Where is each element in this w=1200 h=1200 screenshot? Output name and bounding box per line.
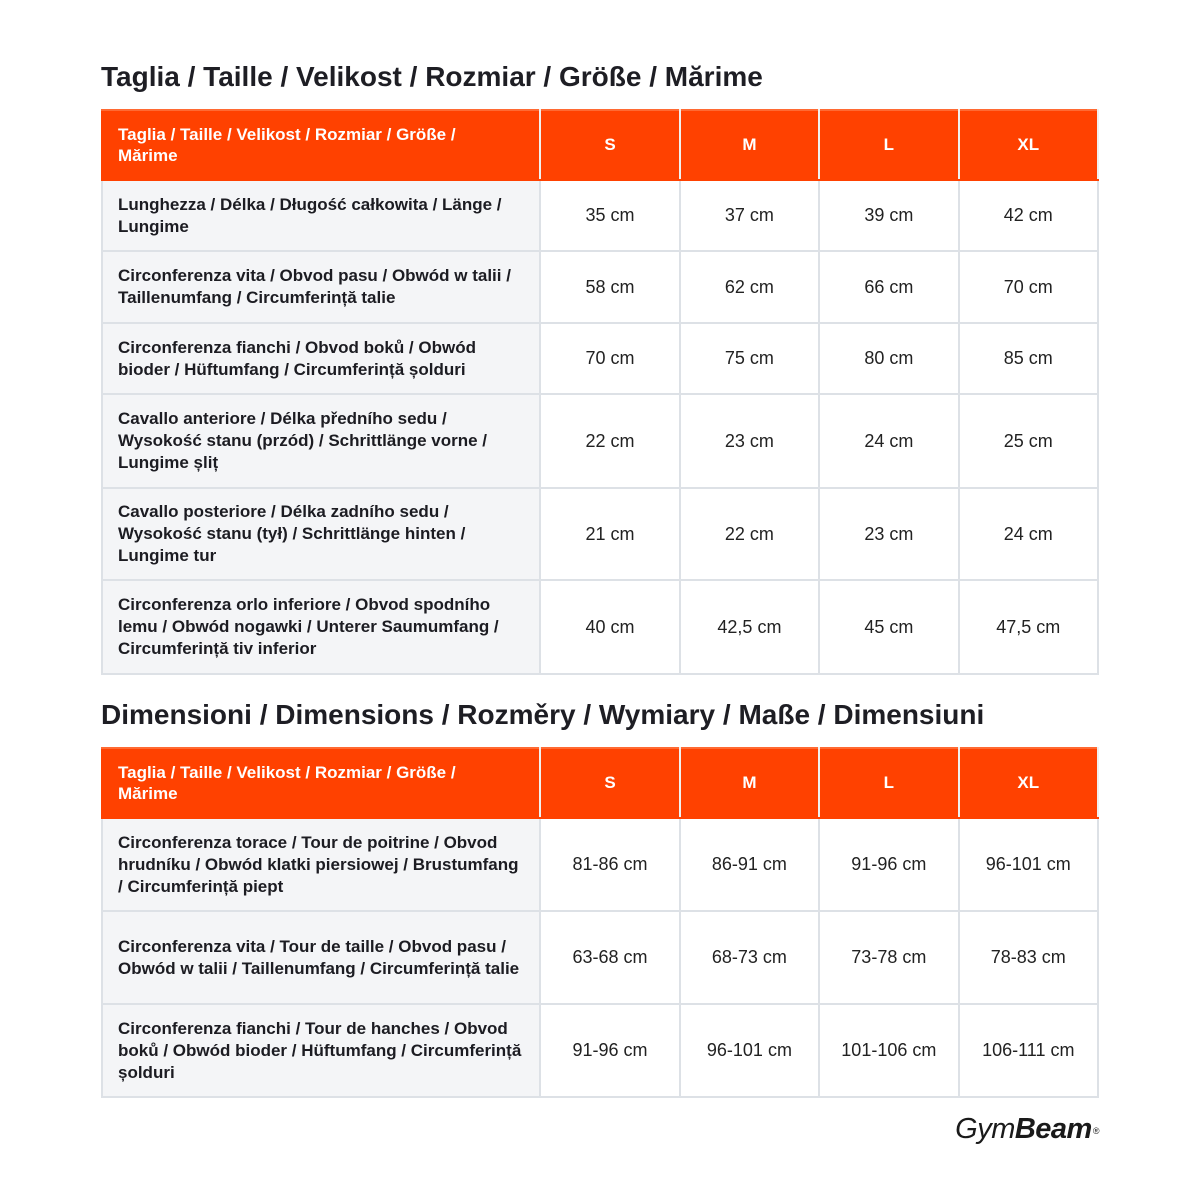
value-cell: 24 cm — [959, 488, 1098, 580]
header-cell-m: M — [680, 110, 819, 180]
value-cell: 91-96 cm — [819, 818, 958, 911]
registered-mark: ® — [1092, 1126, 1099, 1136]
header-cell-xl: XL — [959, 748, 1098, 818]
table-row — [102, 180, 1098, 251]
logo-beam-text: Beam — [1014, 1113, 1092, 1145]
dimensions-table-title: Dimensioni / Dimensions / Rozměry / Wymiary / Maße / Dimensiuni — [101, 699, 985, 730]
row-label: Cavallo posteriore / Délka zadního sedu / Wysokość stanu (tył) / Schrittlänge hinten / Lungime tur — [102, 488, 540, 580]
value-cell: 85 cm — [959, 323, 1098, 394]
value-cell: 70 cm — [540, 323, 679, 394]
logo-gym-text: Gym — [955, 1113, 1015, 1145]
header-cell-s: S — [540, 110, 679, 180]
size-table-title: Taglia / Taille / Velikost / Rozmiar / Größe / Mărime — [101, 61, 763, 92]
table-row — [102, 580, 1098, 674]
header-cell-s: S — [540, 748, 679, 818]
value-cell: 80 cm — [819, 323, 958, 394]
value-cell: 86-91 cm — [680, 818, 819, 911]
value-cell: 96-101 cm — [680, 1004, 819, 1097]
header-cell-size-label: Taglia / Taille / Velikost / Rozmiar / Größe / Mărime — [102, 110, 540, 180]
product-size-table — [101, 109, 1099, 675]
row-label: Cavallo anteriore / Délka předního sedu / Wysokość stanu (przód) / Schrittlänge vorne / Lungime șliț — [102, 394, 540, 488]
row-label: Circonferenza vita / Obvod pasu / Obwód w talii / Taillenumfang / Circumferință talie — [102, 251, 540, 323]
value-cell: 40 cm — [540, 580, 679, 674]
value-cell: 73-78 cm — [819, 911, 958, 1004]
value-cell: 22 cm — [680, 488, 819, 580]
header-cell-size-label: Taglia / Taille / Velikost / Rozmiar / Größe / Mărime — [102, 748, 540, 818]
value-cell: 58 cm — [540, 251, 679, 323]
value-cell: 78-83 cm — [959, 911, 1098, 1004]
table-header-row — [102, 748, 1098, 818]
row-label: Circonferenza orlo inferiore / Obvod spodního lemu / Obwód nogawki / Unterer Saumumfang / Circumferință tiv inferior — [102, 580, 540, 674]
value-cell: 23 cm — [680, 394, 819, 488]
value-cell: 62 cm — [680, 251, 819, 323]
value-cell: 22 cm — [540, 394, 679, 488]
value-cell: 63-68 cm — [540, 911, 679, 1004]
value-cell: 101-106 cm — [819, 1004, 958, 1097]
value-cell: 96-101 cm — [959, 818, 1098, 911]
value-cell: 81-86 cm — [540, 818, 679, 911]
table-row — [102, 1004, 1098, 1097]
table-row — [102, 251, 1098, 323]
value-cell: 25 cm — [959, 394, 1098, 488]
value-cell: 68-73 cm — [680, 911, 819, 1004]
header-cell-m: M — [680, 748, 819, 818]
value-cell: 47,5 cm — [959, 580, 1098, 674]
row-label: Circonferenza vita / Tour de taille / Obvod pasu / Obwód w talii / Taillenumfang / Circumferință talie — [102, 911, 540, 1004]
value-cell: 91-96 cm — [540, 1004, 679, 1097]
header-cell-l: L — [819, 748, 958, 818]
value-cell: 21 cm — [540, 488, 679, 580]
value-cell: 35 cm — [540, 180, 679, 251]
table-row — [102, 818, 1098, 911]
row-label: Circonferenza fianchi / Obvod boků / Obwód bioder / Hüftumfang / Circumferință șolduri — [102, 323, 540, 394]
header-cell-xl: XL — [959, 110, 1098, 180]
value-cell: 45 cm — [819, 580, 958, 674]
table-header-row — [102, 110, 1098, 180]
table-row — [102, 323, 1098, 394]
value-cell: 37 cm — [680, 180, 819, 251]
body-dimensions-table — [101, 747, 1099, 1098]
row-label: Lunghezza / Délka / Długość całkowita / Länge / Lungime — [102, 180, 540, 251]
table-row — [102, 911, 1098, 1004]
value-cell: 23 cm — [819, 488, 958, 580]
value-cell: 39 cm — [819, 180, 958, 251]
value-cell: 42,5 cm — [680, 580, 819, 674]
value-cell: 106-111 cm — [959, 1004, 1098, 1097]
table-row — [102, 394, 1098, 488]
row-label: Circonferenza fianchi / Tour de hanches / Obvod boků / Obwód bioder / Hüftumfang / Circumferință șolduri — [102, 1004, 540, 1097]
gymbeam-logo — [955, 1112, 1099, 1146]
value-cell: 24 cm — [819, 394, 958, 488]
row-label: Circonferenza torace / Tour de poitrine / Obvod hrudníku / Obwód klatki piersiowej / Brustumfang / Circumferință piept — [102, 818, 540, 911]
value-cell: 75 cm — [680, 323, 819, 394]
value-cell: 66 cm — [819, 251, 958, 323]
header-cell-l: L — [819, 110, 958, 180]
value-cell: 42 cm — [959, 180, 1098, 251]
value-cell: 70 cm — [959, 251, 1098, 323]
table-row — [102, 488, 1098, 580]
